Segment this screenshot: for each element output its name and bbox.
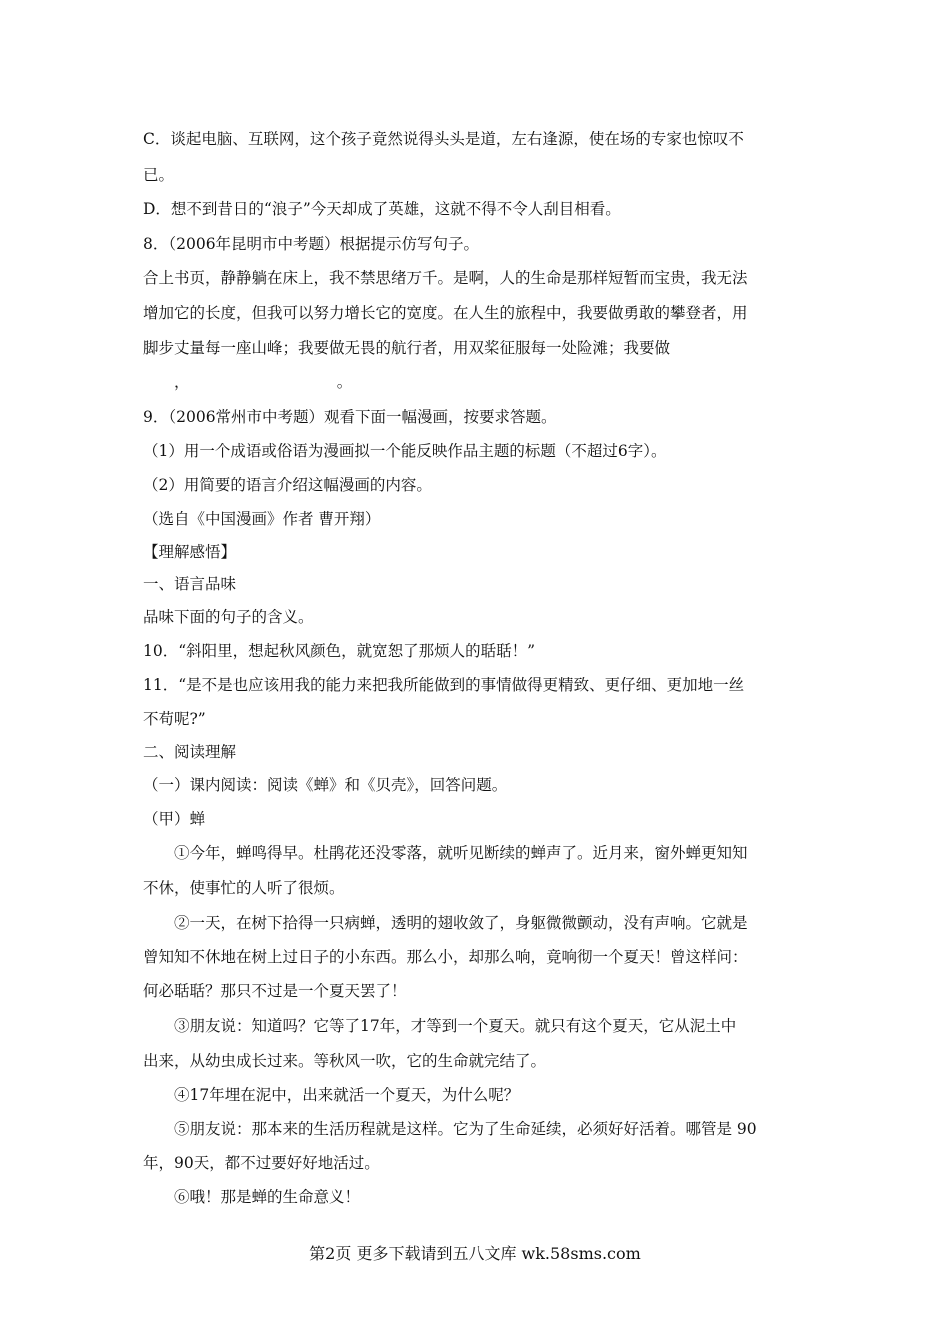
text-line: C．谈起电脑、互联网，这个孩子竟然说得头头是道，左右逢源，使在场的专家也惊叹不: [143, 130, 744, 148]
text-line: 一、语言品味: [143, 575, 237, 593]
text-line: ④17年埋在泥中，出来就活一个夏天，为什么呢？: [143, 1086, 520, 1104]
text-line: ①今年，蝉鸣得早。杜鹃花还没零落，就听见断续的蝉声了。近月来，窗外蝉更知知: [143, 844, 748, 862]
text-line: ⑤朋友说：那本来的生活历程就是这样。它为了生命延续，必须好好活着。哪管是 90: [143, 1120, 757, 1138]
text-line: 脚步丈量每一座山峰；我要做无畏的航行者，用双桨征服每一处险滩；我要做: [143, 339, 671, 357]
text-line: 曾知知不休地在树上过日子的小东西。那么小，却那么响，竟响彻一个夏天！曾这样问：: [143, 948, 748, 966]
text-line: 已。: [143, 166, 175, 184]
text-line: （甲）蝉: [143, 810, 206, 828]
text-line: （一）课内阅读：阅读《蝉》和《贝壳》，回答问题。: [143, 776, 508, 794]
text-line: ③朋友说：知道吗？它等了17年，才等到一个夏天。就只有这个夏天，它从泥土中: [143, 1017, 737, 1035]
text-line: 增加它的长度，但我可以努力增长它的宽度。在人生的旅程中，我要做勇敢的攀登者，用: [143, 304, 748, 322]
text-line: 8．（2006年昆明市中考题）根据提示仿写句子。: [143, 235, 480, 253]
text-line: ②一天，在树下拾得一只病蝉，透明的翅收敛了，身躯微微颤动，没有声响。它就是: [143, 914, 748, 932]
text-line: 二、阅读理解: [143, 743, 237, 761]
text-line: 年，90天，都不过要好好地活过。: [143, 1154, 380, 1172]
text-line: ， 。: [143, 373, 353, 391]
text-line: （2）用简要的语言介绍这幅漫画的内容。: [143, 476, 432, 494]
text-line: 不苟呢?”: [143, 710, 206, 728]
text-line: 合上书页，静静躺在床上，我不禁思绪万千。是啊，人的生命是那样短暂而宝贵，我无法: [143, 269, 748, 287]
text-line: 何必聒聒？那只不过是一个夏天罢了！: [143, 982, 407, 1000]
text-line: ⑥哦！那是蝉的生命意义！: [143, 1188, 361, 1206]
text-line: 9．（2006常州市中考题）观看下面一幅漫画，按要求答题。: [143, 408, 557, 426]
text-line: 品味下面的句子的含义。: [143, 608, 314, 626]
text-line: 出来，从幼虫成长过来。等秋风一吹，它的生命就完结了。: [143, 1052, 547, 1070]
page-footer: 第2页 更多下载请到五八文库 wk.58sms.com: [309, 1244, 641, 1263]
text-line: （选自《中国漫画》作者 曹开翔）: [143, 510, 381, 528]
text-line: D．想不到昔日的“浪子”今天却成了英雄，这就不得不令人刮目相看。: [143, 200, 621, 218]
text-line: 10．“斜阳里，想起秋风颜色，就宽恕了那烦人的聒聒！”: [143, 642, 536, 660]
text-line: （1）用一个成语或俗语为漫画拟一个能反映作品主题的标题（不超过6字）。: [143, 442, 667, 460]
text-line: 不休，使事忙的人听了很烦。: [143, 879, 345, 897]
text-line: 11．“是不是也应该用我的能力来把我所能做到的事情做得更精致、更仔细、更加地一丝: [143, 676, 745, 694]
text-line: 【理解感悟】: [143, 543, 237, 561]
